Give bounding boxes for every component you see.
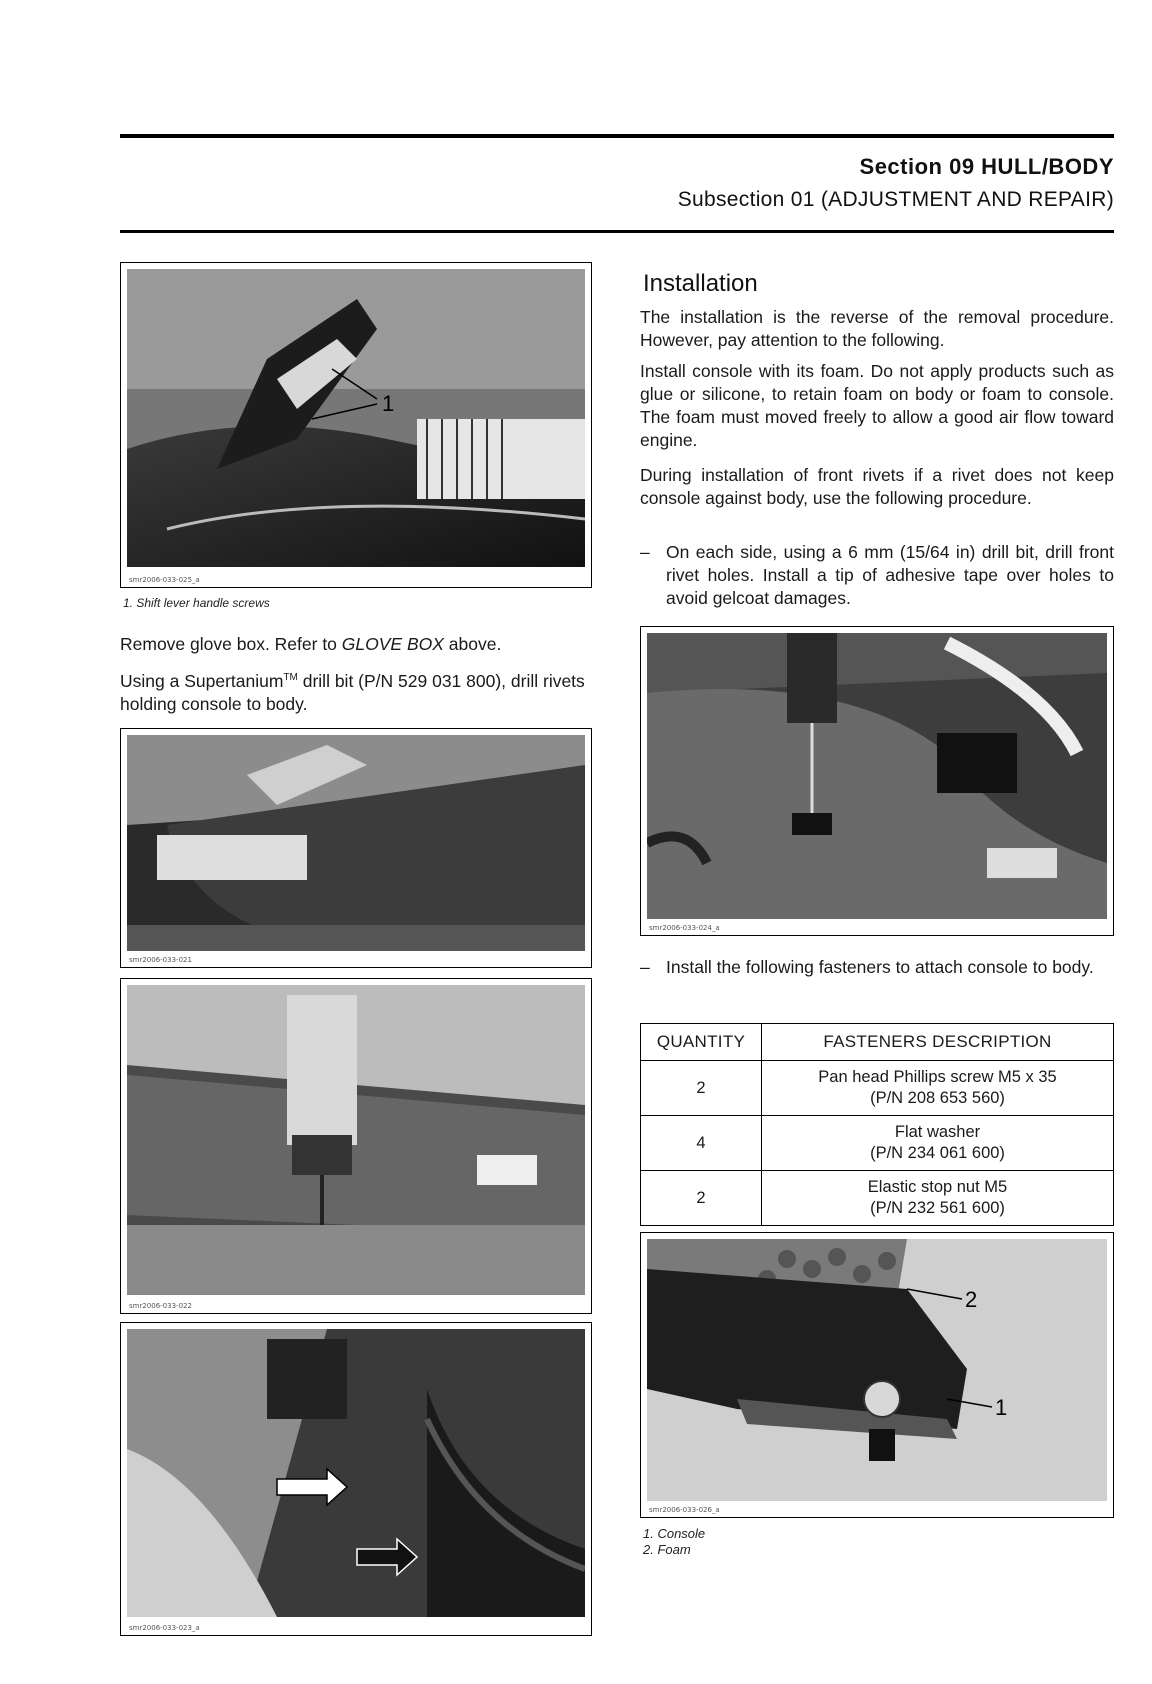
- shift-lever-photo-illustration: [127, 269, 585, 567]
- legend-item-foam: 2. Foam: [643, 1542, 691, 1557]
- section-title: Section 09 HULL/BODY: [859, 154, 1114, 179]
- table-cell-quantity: 2: [641, 1061, 762, 1116]
- drilling-rivets-photo-illustration: [127, 985, 585, 1295]
- section-heading-installation: Installation: [643, 270, 758, 297]
- photo-console-side: [120, 728, 592, 968]
- callout-2: 2: [965, 1287, 978, 1312]
- figure-code: smr2006-033-026_a: [649, 1506, 720, 1514]
- callout-1: 1: [995, 1395, 1008, 1420]
- figure-legend: [643, 1526, 705, 1558]
- photo-drilling-rivets: [120, 978, 592, 1314]
- table-cell-description: Pan head Phillips screw M5 x 35 (P/N 208 653 560): [762, 1061, 1114, 1116]
- bullet-install-fasteners: – Install the following fasteners to attach console to body.: [640, 957, 1094, 977]
- console-side-photo-illustration: [127, 735, 585, 951]
- paragraph-installation-reverse: The installation is the reverse of the removal procedure. However, pay attention to the following.: [640, 307, 1114, 350]
- figure-code: smr2006-033-025_a: [129, 576, 200, 584]
- table-cell-quantity: 2: [641, 1171, 762, 1226]
- photo-shift-lever-screws: [120, 262, 592, 588]
- drilling-arrows-photo-illustration: [127, 1329, 585, 1617]
- paragraph-remove-glove-box: Remove glove box. Refer to GLOVE BOX above.: [120, 634, 502, 654]
- bullet-drill-front-holes: – On each side, using a 6 mm (15/64 in) drill bit, drill front rivet holes. Install a tip of adhesive tape over holes to avoid gelcoat damages.: [640, 542, 1114, 608]
- figure-code: smr2006-033-022: [129, 1302, 192, 1310]
- table-row: [641, 1171, 1114, 1226]
- table-header: QUANTITY: [641, 1024, 762, 1061]
- figure-code: smr2006-033-024_a: [649, 924, 720, 932]
- figure-code: smr2006-033-023_a: [129, 1624, 200, 1632]
- drill-front-hole-photo-illustration: [647, 633, 1107, 919]
- photo-drill-front-hole: [640, 626, 1114, 936]
- photo-drilling-arrows: [120, 1322, 592, 1636]
- table-header-row: [641, 1024, 1114, 1061]
- callout-1: 1: [382, 391, 395, 416]
- table-header: FASTENERS DESCRIPTION: [762, 1024, 1114, 1061]
- table-cell-description: Flat washer (P/N 234 061 600): [762, 1116, 1114, 1171]
- console-foam-photo-illustration: [647, 1239, 1107, 1501]
- table-row: [641, 1061, 1114, 1116]
- fasteners-table: [640, 1023, 1114, 1226]
- header-bottom-rule: [120, 230, 1114, 233]
- header-top-rule: [120, 134, 1114, 138]
- table-cell-description: Elastic stop nut M5 (P/N 232 561 600): [762, 1171, 1114, 1226]
- photo-console-foam: [640, 1232, 1114, 1518]
- subsection-title: Subsection 01 (ADJUSTMENT AND REPAIR): [677, 188, 1114, 211]
- legend-item-console: 1. Console: [643, 1526, 706, 1541]
- paragraph-install-console-foam: Install console with its foam. Do not apply products such as glue or silicone, to retain foam on body or foam to console. The foam must moved freely to allow a good air flow toward engine.: [640, 361, 1114, 450]
- paragraph-front-rivets: During installation of front rivets if a rivet does not keep console against body, use the following procedure.: [640, 465, 1114, 508]
- table-cell-quantity: 4: [641, 1116, 762, 1171]
- paragraph-drill-rivets: Using a Supertanium™ drill bit (P/N 529 031 800), drill rivets holding console to body.: [120, 670, 585, 714]
- figure-code: smr2006-033-021: [129, 956, 192, 964]
- figure-caption: 1. Shift lever handle screws: [123, 596, 270, 610]
- table-row: [641, 1116, 1114, 1171]
